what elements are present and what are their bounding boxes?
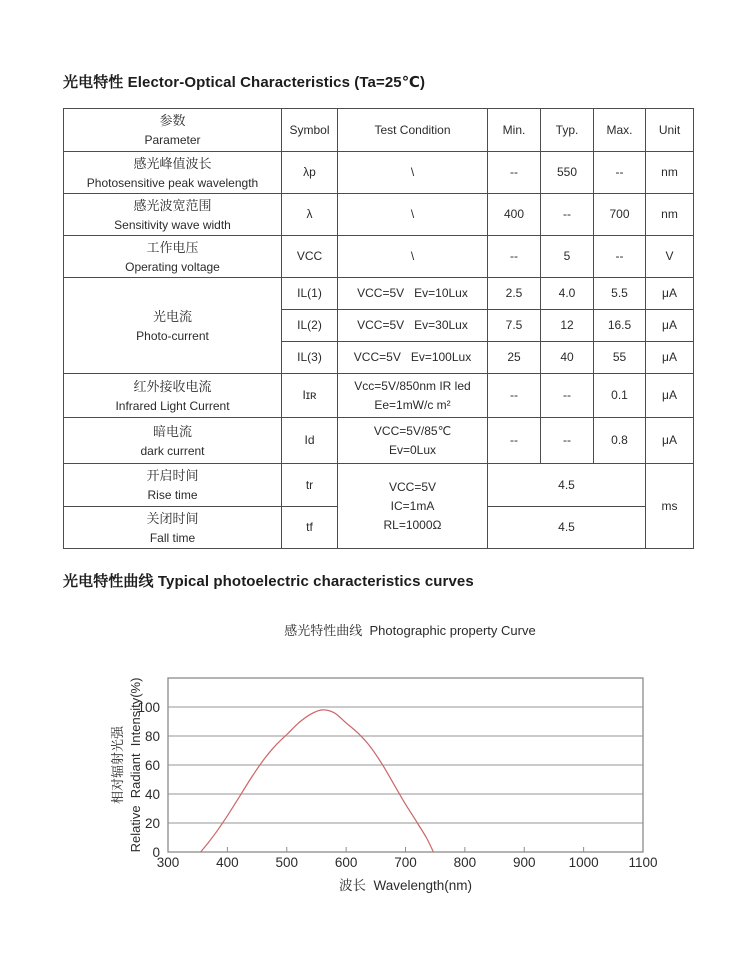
- il2-max-cell: 16.5: [594, 310, 646, 342]
- infrared-condition-cell: [338, 374, 488, 418]
- infrared-min-cell: --: [488, 374, 541, 418]
- operating-voltage-row: [64, 236, 694, 278]
- electro-optical-table: [63, 108, 694, 549]
- en-text: Infrared Light Current: [115, 398, 230, 413]
- en-text: Operating voltage: [125, 259, 220, 274]
- svg-text:0: 0: [152, 845, 160, 860]
- svg-text:500: 500: [275, 855, 299, 870]
- peak-unit-cell: nm: [646, 152, 694, 194]
- condition-line: Vcc=5V/850nm IR led: [354, 378, 471, 393]
- zh-text: 红外接收电流: [133, 378, 212, 394]
- il3-max-cell: 55: [594, 342, 646, 374]
- il2-symbol-cell: IL(2): [282, 310, 338, 342]
- voltage-min-cell: --: [488, 236, 541, 278]
- width-unit-cell: nm: [646, 194, 694, 236]
- il3-symbol-cell: IL(3): [282, 342, 338, 374]
- zh-text: 参数: [159, 113, 186, 128]
- header-symbol-cell: Symbol: [282, 109, 338, 152]
- dark-max-cell: 0.8: [594, 418, 646, 464]
- infrared-symbol-cell: Iɪʀ: [282, 374, 338, 418]
- svg-text:700: 700: [394, 855, 417, 870]
- header-typ-cell: Typ.: [541, 109, 594, 152]
- y-axis-title-en: Relative Radiant Intensity(%): [128, 677, 143, 853]
- en-text: Parameter: [144, 133, 201, 147]
- zh-text: 工作电压: [146, 239, 199, 255]
- header-parameter-cell: [64, 109, 282, 152]
- dark-parameter-cell: [64, 418, 282, 464]
- spectral-response-curve: [201, 710, 434, 852]
- width-min-cell: 400: [488, 194, 541, 236]
- dark-unit-cell: μA: [646, 418, 694, 464]
- zh-text: 关闭时间: [146, 510, 199, 526]
- header-row: [64, 109, 694, 152]
- il2-typ-cell: 12: [541, 310, 594, 342]
- condition-line: RL=1000Ω: [383, 517, 442, 532]
- peak-condition-cell: \: [338, 152, 488, 194]
- il3-typ-cell: 40: [541, 342, 594, 374]
- peak-min-cell: --: [488, 152, 541, 194]
- dark-current-row: [64, 418, 694, 464]
- section-title-curves: 光电特性曲线 Typical photoelectric characteristics curves: [63, 573, 474, 590]
- il1-symbol-cell: IL(1): [282, 278, 338, 310]
- width-max-cell: 700: [594, 194, 646, 236]
- svg-text:80: 80: [144, 729, 160, 744]
- x-axis-title: 波长 Wavelength(nm): [338, 878, 473, 893]
- svg-text:100: 100: [137, 700, 160, 715]
- peak-max-cell: --: [594, 152, 646, 194]
- rise-parameter-cell: [64, 464, 282, 507]
- wave-width-row: [64, 194, 694, 236]
- condition-line: Ev=0Lux: [388, 442, 437, 457]
- svg-text:60: 60: [144, 758, 160, 773]
- il3-condition-cell: VCC=5V Ev=100Lux: [338, 342, 488, 374]
- voltage-unit-cell: V: [646, 236, 694, 278]
- il2-unit-cell: μA: [646, 310, 694, 342]
- y-axis-title-zh: 相对辐射光强: [110, 725, 125, 805]
- svg-text:900: 900: [512, 855, 536, 870]
- en-text: Photo-current: [136, 328, 209, 343]
- en-text: Photosensitive peak wavelength: [86, 175, 259, 190]
- width-parameter-cell: [64, 194, 282, 236]
- width-symbol-cell: λ: [282, 194, 338, 236]
- infrared-row: [64, 374, 694, 418]
- zh-text: 开启时间: [146, 468, 199, 483]
- infrared-max-cell: 0.1: [594, 374, 646, 418]
- zh-text: 暗电流: [152, 423, 192, 439]
- x-axis-labels: [157, 855, 658, 870]
- peak-symbol-cell: λp: [282, 152, 338, 194]
- condition-line: IC=1mA: [390, 498, 435, 513]
- zh-text: 感光波宽范围: [133, 197, 212, 213]
- dark-typ-cell: --: [541, 418, 594, 464]
- peak-wavelength-row: [64, 152, 694, 194]
- fall-symbol-cell: tf: [282, 507, 338, 549]
- header-unit-cell: Unit: [646, 109, 694, 152]
- voltage-condition-cell: \: [338, 236, 488, 278]
- photographic-property-chart: [100, 660, 660, 910]
- il2-condition-cell: VCC=5V Ev=30Lux: [338, 310, 488, 342]
- fall-value-cell: 4.5: [488, 507, 646, 549]
- x-axis-ticks: [227, 847, 583, 852]
- il1-min-cell: 2.5: [488, 278, 541, 310]
- svg-text:300: 300: [156, 855, 180, 870]
- peak-parameter-cell: [64, 152, 282, 194]
- svg-text:40: 40: [144, 787, 160, 802]
- en-text: Sensitivity wave width: [114, 217, 231, 232]
- en-text: dark current: [140, 443, 205, 458]
- switching-unit-cell: ms: [646, 464, 694, 549]
- photocurrent-parameter-cell: [64, 278, 282, 374]
- en-text: Fall time: [149, 530, 196, 545]
- section-title-electro-optical: 光电特性 Elector-Optical Characteristics (Ta=25℃): [63, 74, 426, 91]
- il1-condition-cell: VCC=5V Ev=10Lux: [338, 278, 488, 310]
- width-typ-cell: --: [541, 194, 594, 236]
- infrared-parameter-cell: [64, 374, 282, 418]
- rise-symbol-cell: tr: [282, 464, 338, 507]
- dark-symbol-cell: Id: [282, 418, 338, 464]
- chart-title: 感光特性曲线 Photographic property Curve: [284, 623, 536, 638]
- switching-condition-cell: [338, 464, 488, 549]
- grid-lines: [168, 707, 643, 823]
- il2-min-cell: 7.5: [488, 310, 541, 342]
- infrared-typ-cell: --: [541, 374, 594, 418]
- dark-min-cell: --: [488, 418, 541, 464]
- condition-line: Ee=1mW/c m²: [374, 397, 451, 412]
- infrared-unit-cell: μA: [646, 374, 694, 418]
- svg-text:1000: 1000: [568, 855, 599, 870]
- voltage-parameter-cell: [64, 236, 282, 278]
- width-condition-cell: \: [338, 194, 488, 236]
- condition-line: VCC=5V: [388, 479, 437, 494]
- svg-text:20: 20: [144, 816, 160, 831]
- rise-value-cell: 4.5: [488, 464, 646, 507]
- il3-unit-cell: μA: [646, 342, 694, 374]
- fall-parameter-cell: [64, 507, 282, 549]
- header-condition-cell: Test Condition: [338, 109, 488, 152]
- condition-line: VCC=5V/85℃: [373, 423, 452, 438]
- dark-condition-cell: [338, 418, 488, 464]
- voltage-max-cell: --: [594, 236, 646, 278]
- zh-text: 感光峰值波长: [133, 155, 212, 171]
- il3-min-cell: 25: [488, 342, 541, 374]
- photocurrent-il1-row: [64, 278, 694, 310]
- header-max-cell: Max.: [594, 109, 646, 152]
- zh-text: 光电流: [152, 308, 192, 324]
- header-min-cell: Min.: [488, 109, 541, 152]
- voltage-symbol-cell: VCC: [282, 236, 338, 278]
- svg-text:800: 800: [453, 855, 477, 870]
- svg-text:1100: 1100: [628, 855, 658, 870]
- svg-text:400: 400: [216, 855, 239, 870]
- voltage-typ-cell: 5: [541, 236, 594, 278]
- peak-typ-cell: 550: [541, 152, 594, 194]
- il1-typ-cell: 4.0: [541, 278, 594, 310]
- il1-max-cell: 5.5: [594, 278, 646, 310]
- il1-unit-cell: μA: [646, 278, 694, 310]
- rise-time-row: [64, 464, 694, 507]
- svg-text:600: 600: [334, 855, 358, 870]
- en-text: Rise time: [147, 488, 198, 502]
